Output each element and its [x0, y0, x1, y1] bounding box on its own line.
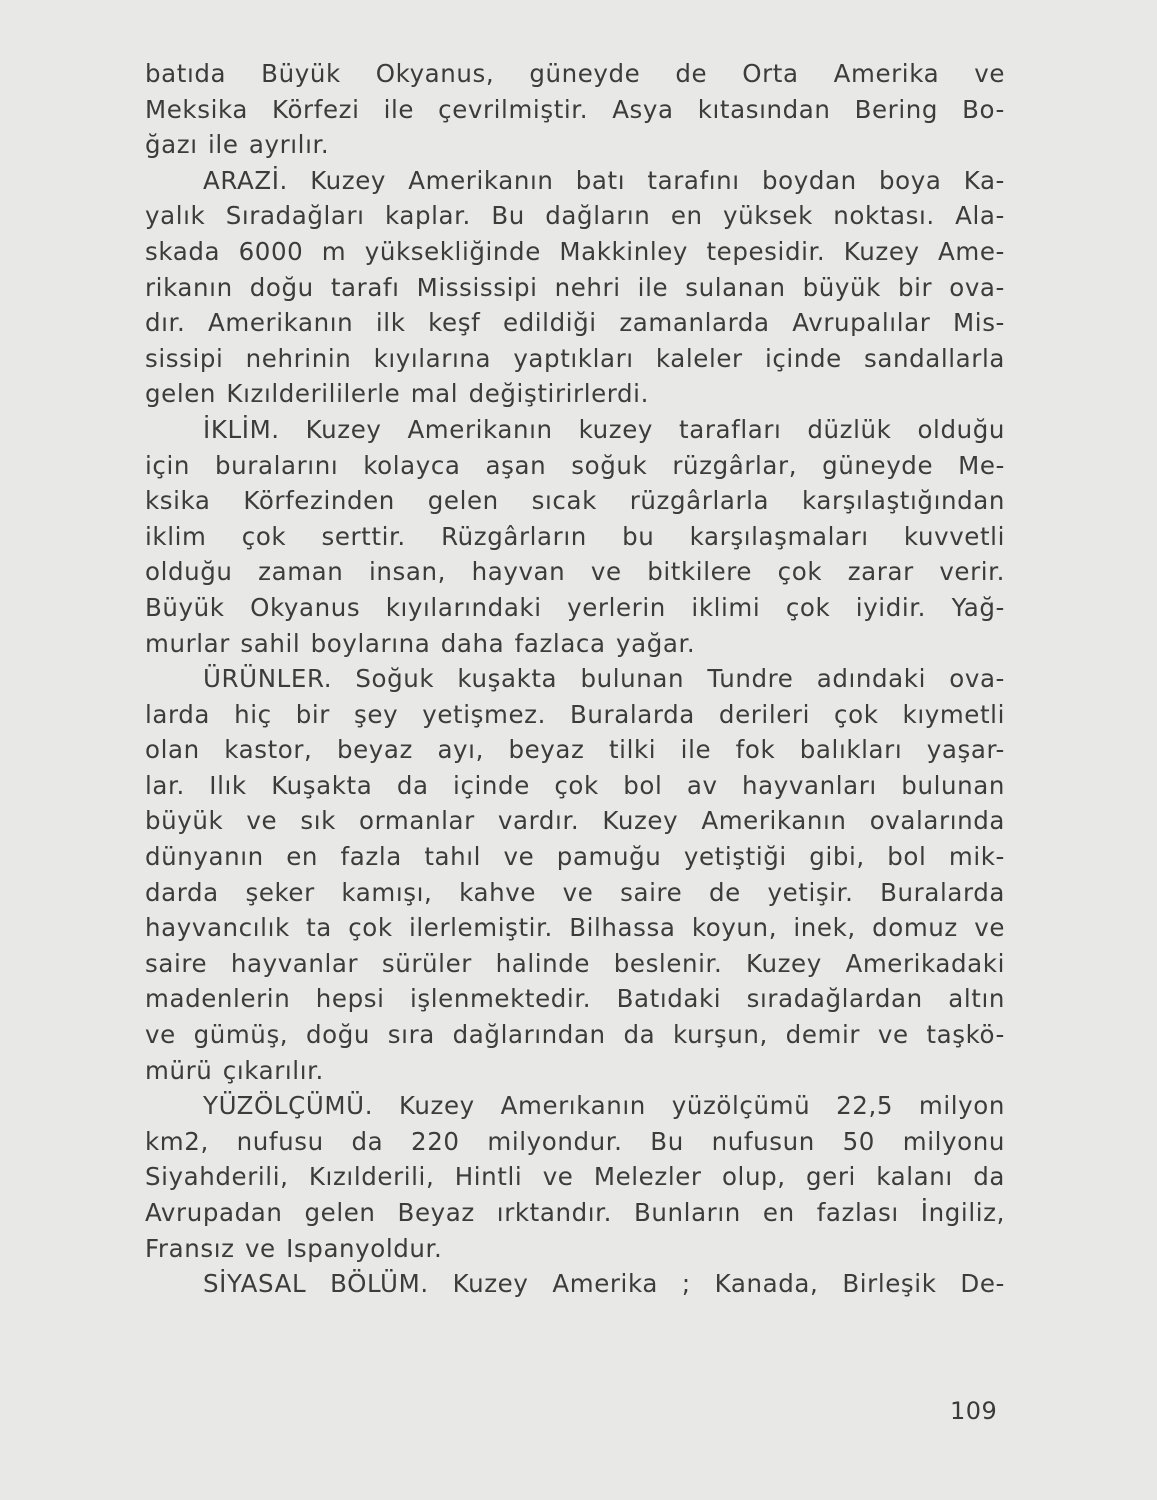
text-line: ksika Körfezinden gelen sıcak rüzgârlarla karşılaştığından: [145, 486, 1005, 516]
text-line: rikanın doğu tarafı Mississipi nehri ile sulanan büyük bir ova-: [145, 272, 1005, 302]
paragraph-yuzolcumu: [145, 1088, 1005, 1266]
text-line: YÜZÖLÇÜMÜ. Kuzey Amerıkanın yüzölçümü 22,5 milyon: [203, 1091, 1005, 1121]
paragraph-iklim: [145, 412, 1005, 661]
text-line: iklim çok serttir. Rüzgârların bu karşılaşmaları kuvvetli: [145, 521, 1005, 551]
text-line: ARAZİ. Kuzey Amerikanın batı tarafını boydan boya Ka-: [203, 165, 1005, 195]
text-line: murlar sahil boylarına daha fazlaca yağar.: [145, 628, 696, 658]
text-line: büyük ve sık ormanlar vardır. Kuzey Amerikanın ovalarında: [145, 806, 1005, 836]
text-line: İKLİM. Kuzey Amerikanın kuzey tarafları düzlük olduğu: [203, 414, 1005, 444]
text-line: Meksika Körfezi ile çevrilmiştir. Asya kıtasından Bering Bo-: [145, 94, 1005, 124]
text-line: madenlerin hepsi işlenmektedir. Batıdaki sıradağlardan altın: [145, 984, 1005, 1014]
text-line: olan kastor, beyaz ayı, beyaz tilki ile fok balıkları yaşar-: [145, 735, 1005, 765]
text-line: hayvancılık ta çok ilerlemiştir. Bilhassa koyun, inek, domuz ve: [145, 913, 1005, 943]
text-line: skada 6000 m yüksekliğinde Makkinley tepesidir. Kuzey Ame-: [145, 236, 1005, 266]
text-line: gelen Kızılderililerle mal değiştirirlerdi.: [145, 379, 649, 409]
text-line: Siyahderili, Kızılderili, Hintli ve Melezler olup, geri kalanı da: [145, 1162, 1005, 1192]
paragraph-urunler: [145, 661, 1005, 1088]
paragraph-arazi: [145, 163, 1005, 412]
text-line: mürü çıkarılır.: [145, 1055, 324, 1085]
text-line: sissipi nehrinin kıyılarına yaptıkları kaleler içinde sandallarla: [145, 343, 1005, 373]
text-line: dünyanın en fazla tahıl ve pamuğu yetiştiği gibi, bol mik-: [145, 842, 1005, 872]
text-line: darda şeker kamışı, kahve ve saire de yetişir. Buralarda: [145, 877, 1005, 907]
text-line: olduğu zaman insan, hayvan ve bitkilere çok zarar verir.: [145, 557, 1005, 587]
paragraph-intro: [145, 56, 1005, 163]
text-line: Büyük Okyanus kıyılarındaki yerlerin iklimi çok iyidir. Yağ-: [145, 592, 1005, 622]
text-line: ve gümüş, doğu sıra dağlarından da kurşun, demir ve taşkö-: [145, 1020, 1005, 1050]
text-line: SİYASAL BÖLÜM. Kuzey Amerika ; Kanada, Birleşik De-: [203, 1269, 1005, 1299]
page-number: 109: [950, 1397, 998, 1425]
text-line: larda hiç bir şey yetişmez. Buralarda derileri çok kıymetli: [145, 699, 1005, 729]
text-line: Fransız ve Ispanyoldur.: [145, 1233, 443, 1263]
text-line: için buralarını kolayca aşan soğuk rüzgârlar, güneyde Me-: [145, 450, 1005, 480]
text-line: Avrupadan gelen Beyaz ırktandır. Bunların en fazlası İngiliz,: [145, 1198, 1005, 1227]
text-line: dır. Amerikanın ilk keşf edildiği zamanlarda Avrupalılar Mis-: [145, 308, 1005, 338]
text-line: lar. Ilık Kuşakta da içinde çok bol av hayvanları bulunan: [145, 770, 1005, 800]
text-line: saire hayvanlar sürüler halinde beslenir. Kuzey Amerikadaki: [145, 948, 1005, 978]
body-text: [145, 56, 1005, 1302]
paragraph-siyasal-bolum: [145, 1266, 1005, 1302]
text-line: km2, nufusu da 220 milyondur. Bu nufusun 50 milyonu: [145, 1126, 1005, 1156]
text-line: batıda Büyük Okyanus, güneyde de Orta Amerika ve: [145, 59, 1005, 88]
text-line: yalık Sıradağları kaplar. Bu dağların en yüksek noktası. Ala-: [145, 201, 1005, 231]
text-line: ğazı ile ayrılır.: [145, 130, 330, 160]
text-line: ÜRÜNLER. Soğuk kuşakta bulunan Tundre adındaki ova-: [203, 664, 1005, 694]
